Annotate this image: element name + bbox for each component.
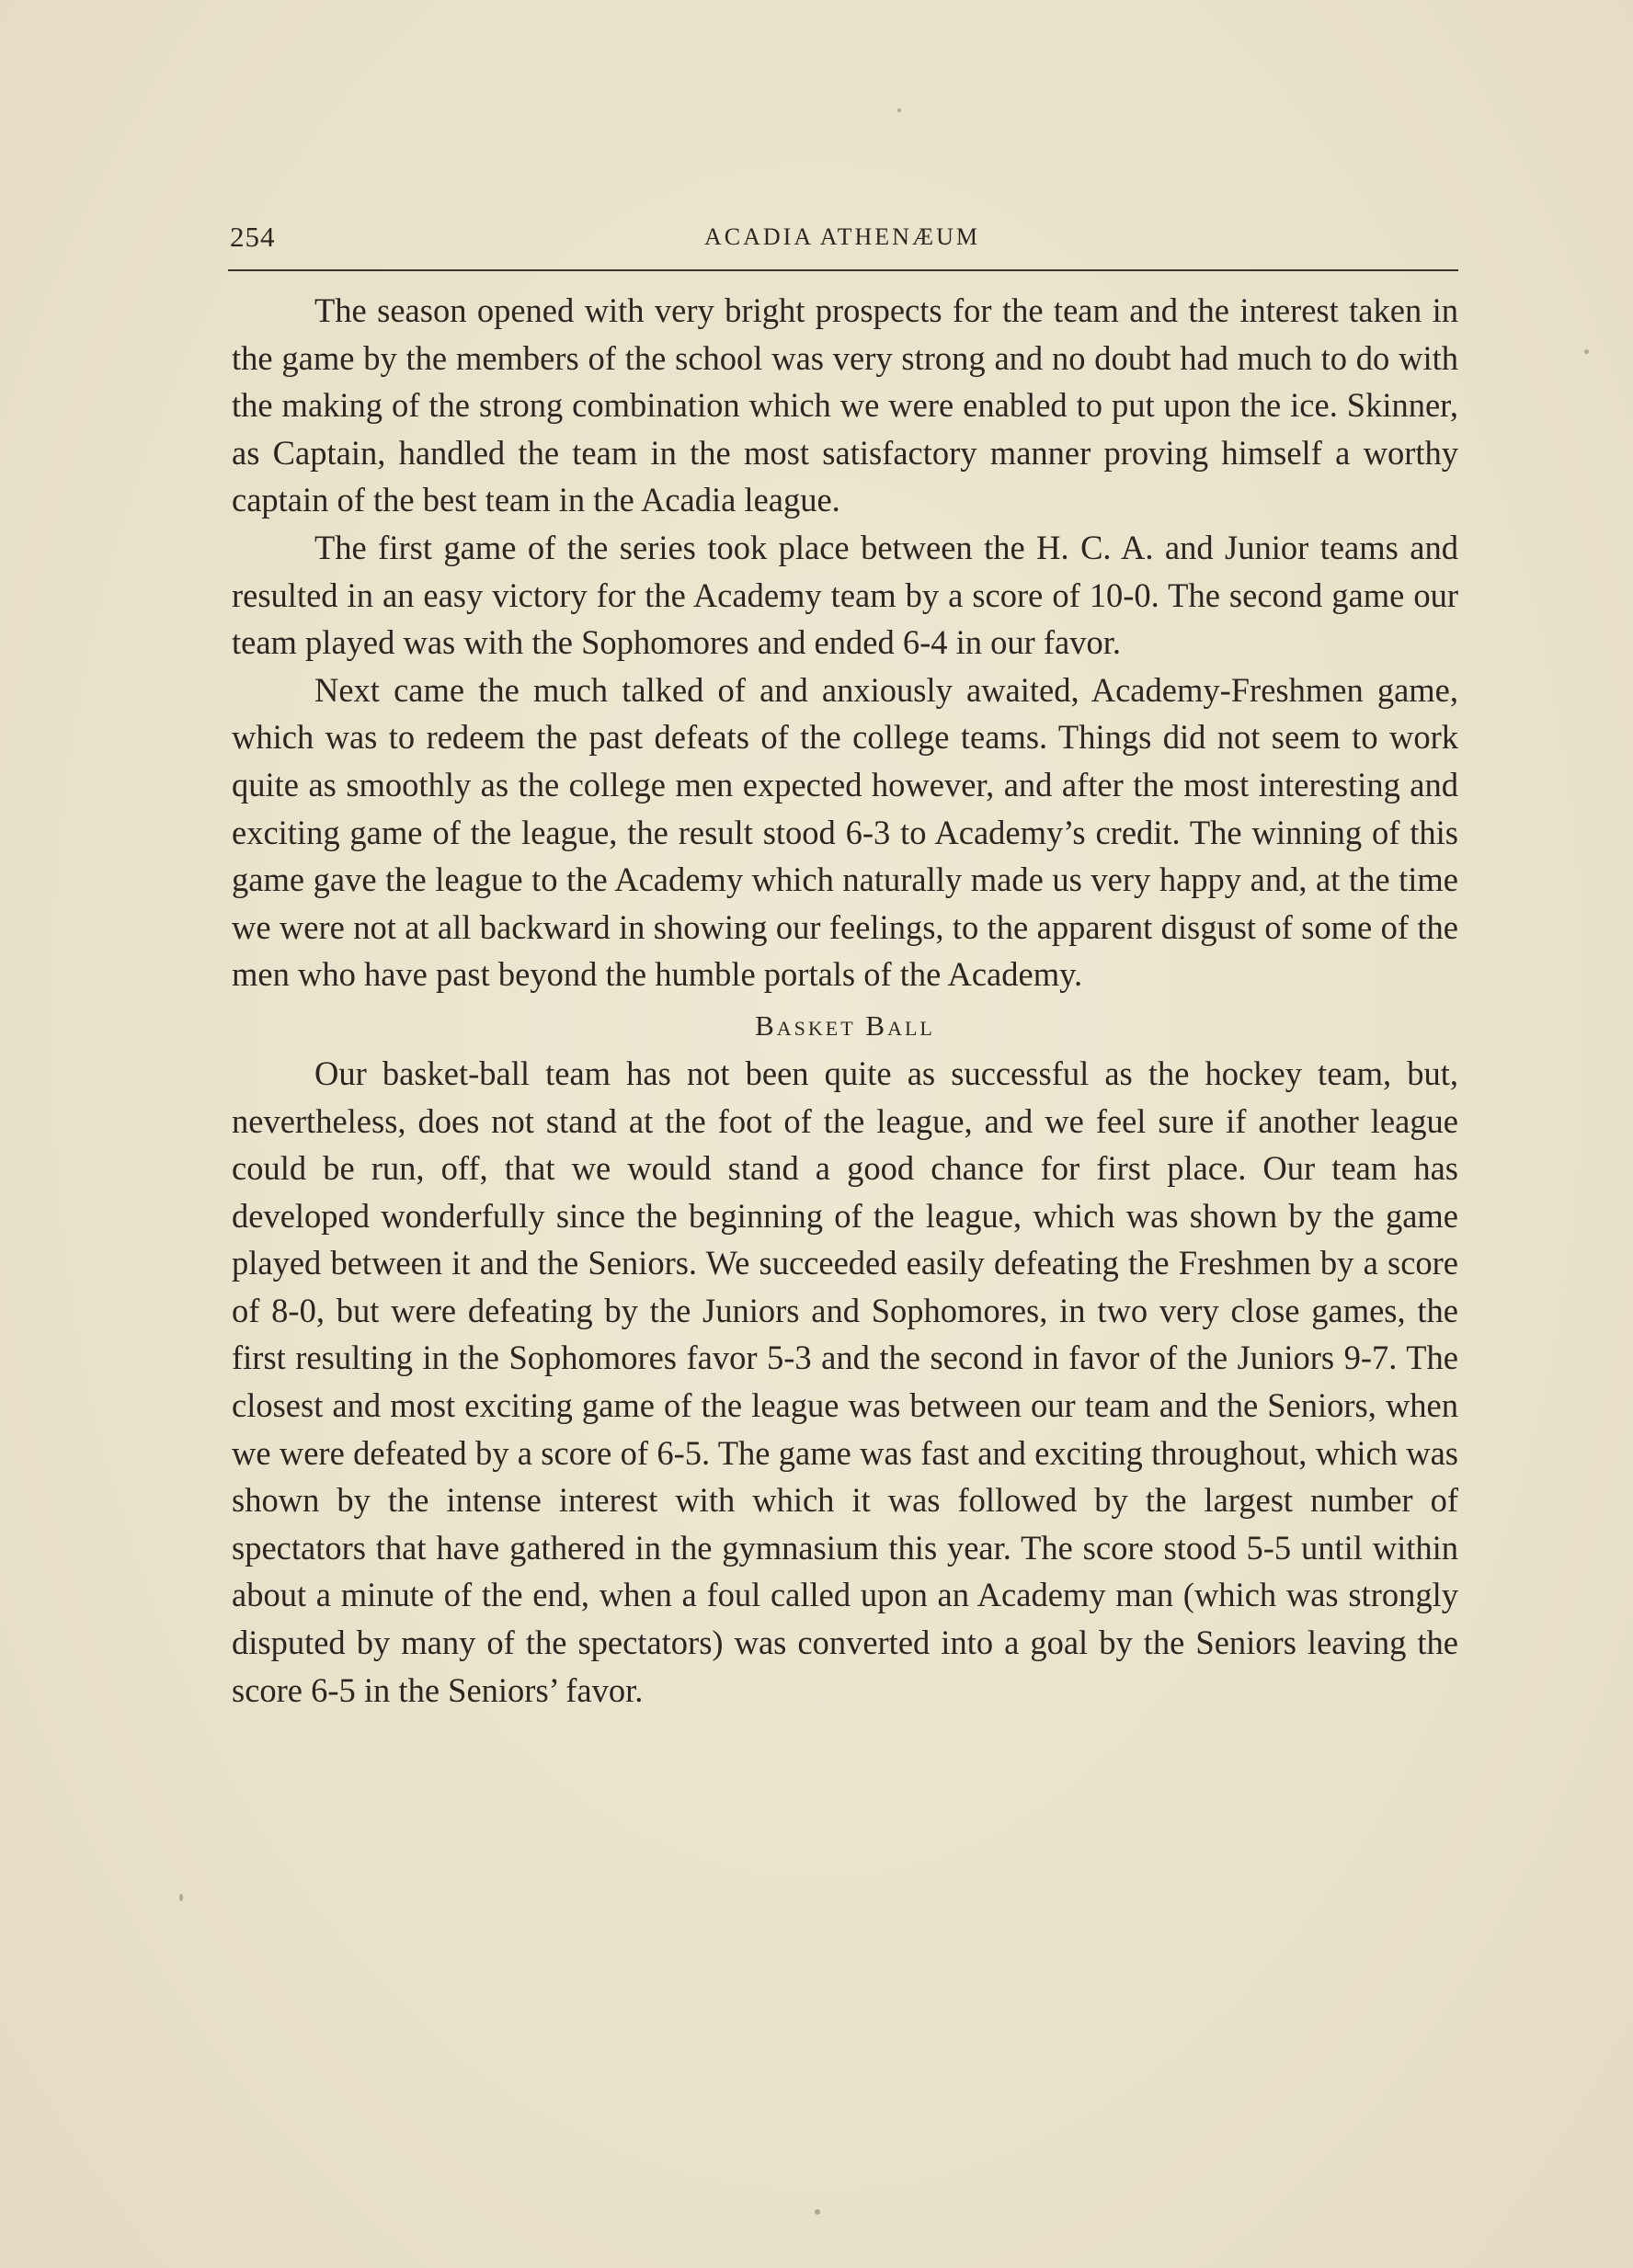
header-rule [228,269,1458,271]
paragraph: The first game of the series took place between the H. C. A. and Junior teams and resulted in an easy victory for the Academy team by a score of 10-0. The second game our team played was with the Sophomores and ended 6-4 in our favor. [232,528,1458,662]
body-text [232,287,1458,1714]
paper-speck [897,108,901,112]
paragraph: Our basket-ball team has not been quite as successful as the hockey team, but, nevertheless, does not stand at the foot of the league, and we feel sure if another league could be run, off, that we would stand a good chance for first place. Our team has developed wonderfully since the beginning of the league, which was shown by the game played between it and the Seniors. We succeeded easily defeating the Freshmen by a score of 8-0, but were defeating by the Juniors and Sophomores, in two very close games, the first resulting in the Sophomores favor 5-3 and the second in favor of the Juniors 9-7. The closest and most exciting game of the league was between our team and the Seniors, when we were defeated by a score of 6-5. The game was fast and exciting throughout, which was shown by the intense interest with which it was followed by the largest number of spectators that have gathered in the gymnasium this year. The score stood 5-5 until within about a minute of the end, when a foul called upon an Academy man (which was strongly disputed by many of the spectators) was converted into a goal by the Seniors leaving the score 6-5 in the Seniors’ favor. [232,1054,1458,1709]
section-heading: Basket Ball [755,1009,935,1042]
running-head: ACADIA ATHENÆUM [704,223,980,250]
paper-speck [1584,349,1589,354]
page-header [230,221,1455,267]
paragraph: The season opened with very bright prospects for the team and the interest taken in the game by the members of the school was very strong and no doubt had much to do with the making of the strong combination which we were enabled to put upon the ice. Skinner, as Captain, handled the team in the most satisfactory manner proving himself a worthy captain of the best team in the Acadia league. [232,291,1458,519]
page-number: 254 [230,221,276,253]
paper-speck [179,1894,183,1901]
paragraph: Next came the much talked of and anxiously awaited, Academy-Freshmen game, which was to redeem the past defeats of the college teams. Things did not seem to work quite as smoothly as the college men expected however, and after the most interesting and exciting game of the league, the result stood 6-3 to Academy’s credit. The winning of this game gave the league to the Academy which naturally made us very happy and, at the time we were not at all backward in showing our feelings, to the apparent disgust of some of the men who have past beyond the humble portals of the Academy. [232,670,1458,994]
paper-speck [815,2209,820,2215]
